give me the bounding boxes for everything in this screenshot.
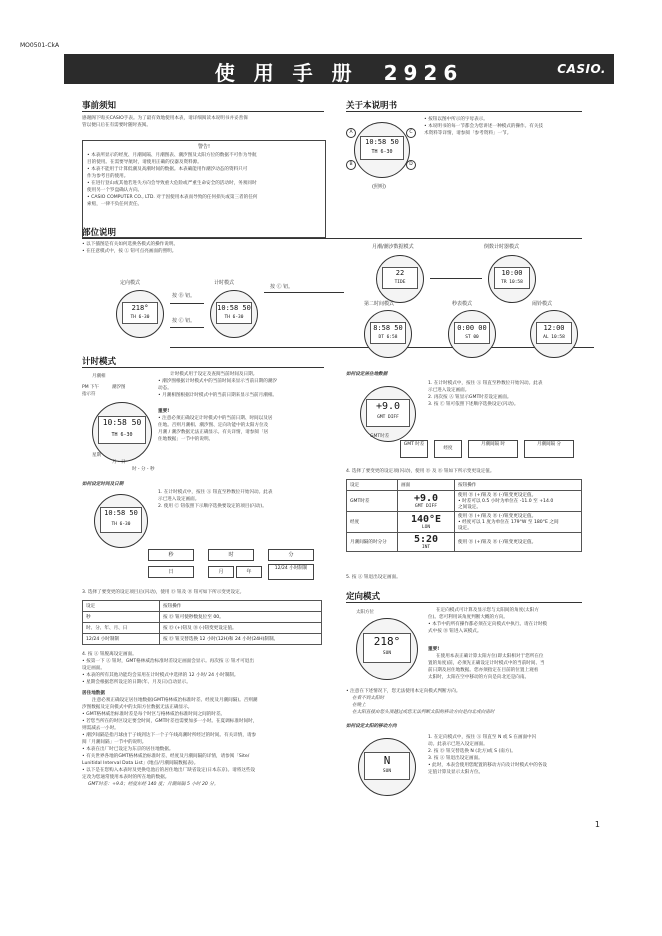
- watch-tide-mode: 22 TIDE: [372, 253, 428, 305]
- arrow: [170, 327, 204, 328]
- mode-label-compass: 定向模式: [120, 280, 141, 286]
- mode-label-tide: 月潮/潮汐数据模式: [372, 244, 414, 250]
- seq-gmt: GMT 时差: [400, 440, 428, 458]
- section-title-timekeeping: 计时模式: [82, 357, 117, 367]
- seq-seconds: 秒: [148, 549, 194, 561]
- page-title: 使 用 手 册 2926: [214, 61, 464, 85]
- seq-interval-minute: 月潮间隔 分: [524, 440, 574, 458]
- watch-compass-mode: 218° TH 6-30: [112, 288, 168, 340]
- title-banner: [64, 54, 614, 84]
- seq-day: 日: [148, 566, 194, 578]
- seq-longitude: 经度: [434, 440, 462, 458]
- step5-home: 5. 按 Ⓐ 钮退出设定画面。: [346, 575, 401, 580]
- mode-label-timekeeping: 计时模式: [214, 280, 235, 286]
- step3-time: 3. 选择了要变更的设定项目后(闪动)，使用 Ⓓ 钮及 Ⓑ 钮可如下所示变更设定。: [82, 590, 245, 595]
- mode-label-alarm: 闹铃模式: [532, 301, 553, 307]
- warning-title: 警告!: [197, 144, 210, 150]
- time-setting-table: 设定 按钮操作 秒 按 Ⓓ 钮可使秒数复位至 00。 时、分、年、月、日 按 Ⓓ (+)钮及 Ⓑ (-)钮变更设定值。 12/24 小时制制 按 Ⓓ 钮交替选换 12 小时(12H)和 24 小时(24H)制制。: [82, 600, 322, 645]
- label-press-c: 按 Ⓒ 钮。: [172, 318, 196, 324]
- seq-minute: 分: [268, 549, 314, 561]
- timekeeping-important: 重要! • 注意必须正确设定计时模式中的当前日期、时间以及居 住地。否则月潮相、潮汐图、定向功能中的太阳方位及 月潮 / 潮汐数据无法正确显示。有关详情，请参阅「居 住地数据」一节中的说明。: [158, 409, 273, 442]
- step4-home: 4. 选择了要变更的设定项(闪动)，使用 Ⓓ 及 Ⓑ 钮如下所示变更设定值。: [346, 469, 495, 474]
- watch-stopwatch-mode: 0:00 00 ST 00: [444, 308, 500, 360]
- watch-compass: 218° SUN: [346, 614, 426, 684]
- time-after-text: 4. 按 Ⓐ 钮脱离设定画面。 • 按第一下 Ⓐ 钮时，GMT格林威治标准时差设定画面会显示。再次按 Ⓐ 钮才可退出 设定画面。 • 本表的所有其他功能均会采用在计时模式中选择的 12 小时/ 24 小时制制。 • 星期会根据您所设定的日期(年、月及日)自动显示。: [82, 652, 254, 685]
- section-title-about: 关于本说明书: [346, 101, 398, 111]
- seq-hour: 时: [208, 549, 254, 561]
- howto-title-home: 如何设定居住地数据: [346, 372, 388, 377]
- section-rule: [82, 238, 582, 239]
- label-sun-bearing: 太阳方位: [356, 610, 374, 615]
- arrow: [170, 303, 204, 304]
- howto-title-time: 如何设定时间及日期: [82, 482, 124, 487]
- section-rule: [346, 602, 582, 603]
- watch-timekeeping: 10:58 50 TH 6-30: [84, 398, 158, 466]
- label-press-b: 按 Ⓑ 钮。: [172, 293, 196, 299]
- section-title-compass: 定向模式: [346, 592, 381, 602]
- label-moon-phase: 月潮相: [92, 374, 106, 379]
- home-data-text: 居住地数据 注意必须正确设定居住地数据(GMT格林威治标准时差、经度及月潮间隔)。否则潮 汐图数据及定向模式中的太阳方位数据无法正确显示。 • GMT格林威治标准时差是每个时区与格林威治标准时间之间的时差。 • 若您当所在的时区设定要全时间，GMT时差也需要加多一小时。在夏调标准时间时， 则需减去一小时。 • 潮汐间隔是指月球由于子线到达下一个子午线高潮时所经过的时间。有关详情，请参 阅「月潮间隔」一节中的说明。 • 本表在出厂时已设定为东京的居住地数据。 • 有关世界各地的GMT格林威治标准时差、经度及月潮间隔的详情，请参阅「Site/ Lunitidal Interval Data List」(地点/月潮间隔数据表)。 • 以下是在您购入本表时及更换电池后的居住地出厂缺省设定(日本东京)。请将这些设 定改为您通常使用本表时的所在地的数据。 GMT时差：+9.0；经度东经 140 度；月潮间隔 5 小时 20 分。: [82, 691, 258, 787]
- label-gmt: GMT时差: [370, 434, 390, 439]
- parts-text: • 以下插图是有关如何选换各模式的操作说明。 • 在任意模式中，按 Ⓛ 钮可点亮画面的照明。: [82, 242, 179, 254]
- watch-alarm-mode: 12:00 AL 10:58: [526, 308, 582, 360]
- compass-notes: • 注意在下述情况下，您无法使用本定向模式判断方向。 在看不到太阳时 在晚上 在太阳直接由您头顶越过或您无法判断太阳的移动方向是向北或向南时: [346, 689, 495, 715]
- label-tide-graph: 潮汐图: [112, 385, 126, 390]
- page-number: 1: [594, 820, 600, 829]
- howto-sun-text: 1. 在定向模式中，按住 Ⓐ 钮直至 N 或 S 在画面中闪 动。此表示已进入设定画面。 2. 按 Ⓓ 钮交替选换 N (北方)或 S (南方)。 3. 按 Ⓐ 钮退出设定画面。 • 此时，本表会使用您配置的移动方向及计时模式中的各设 定值计算及显示太阳方位。: [428, 735, 548, 775]
- label-hms: 时 - 分 - 秒: [132, 467, 155, 472]
- label-indicator: 指示符: [82, 392, 96, 397]
- timekeeping-text: 计时模式用于设定及查阅当前时间及日期。 • 潮汐图根据计时模式中的当前时间来显示当前日期的潮汐 动态。 • 月潮相图根据计时模式中的当前日期来显示当前月潮相。: [158, 372, 278, 398]
- compass-important: 重要! 在使用本表正确计算太阳方位(即太阳相对于您所在位 置的角度)前，必须先正确设定计时模式中的当前时间、当 前日期及居住地数据。您亦须指定在目前的位置上观看 太阳时，太阳在空中移动的方向是向北还是向南。: [428, 647, 545, 680]
- mode-label-stopwatch: 秒表模式: [452, 301, 473, 307]
- watch-countdown-mode: 10:00 TR 10:58: [484, 253, 540, 305]
- section-title-parts: 部位说明: [82, 228, 117, 238]
- seq-1224: 12/24 小时制制: [268, 564, 314, 580]
- watch-home-setting: +9.0 GMT DIFF: [350, 382, 426, 444]
- document-code: MO0501-CkA: [20, 42, 60, 49]
- watch-time-setting: 10:58 50 TH 6-30: [86, 490, 154, 550]
- seq-year: 年: [236, 566, 262, 578]
- mode-label-dual: 第二时间模式: [364, 301, 395, 307]
- arrow: [264, 292, 344, 293]
- about-caption: (照明): [372, 184, 386, 190]
- arrow: [430, 278, 482, 279]
- label-press-c2: 按 Ⓒ 钮。: [270, 284, 294, 290]
- label-weekday: 星期: [92, 453, 101, 458]
- watch-illustration-about: 10:58 50 TH 6-30 A C B D: [346, 118, 416, 182]
- watch-dual-mode: 8:58 50 DT 6:58: [360, 308, 416, 360]
- label-pm: PM 下午: [82, 385, 100, 390]
- casio-logo: CASIO.: [557, 62, 606, 76]
- section-rule: [82, 367, 324, 368]
- compass-text: 在定向模式可计算及显示您与太阳间的角度(太阳方 位)。您可利用该角度判断大概的方向。 • 本节中的所有操作都必须在定向模式中执行。请在计时模 式中按 Ⓑ 钮进入该模式。: [428, 608, 548, 634]
- home-setting-text: 1. 在计时模式中，按住 Ⓐ 钮直至秒数位开始闪动。此表 示已进入设定画面。 2. 再次按 Ⓐ 钮显示GMT时差设定画面。 3. 按 Ⓒ 钮可依照下述顺序选换设定(闪动)。: [428, 381, 543, 407]
- seq-month: 月: [208, 566, 234, 578]
- mode-label-countdown: 倒数计时器模式: [484, 244, 520, 250]
- watch-sun-direction: N SUN: [348, 734, 424, 798]
- warning-text: • 本表所显示的经度、月潮间隔、月潮图表、潮汐图及太阳方位的数据不可作为导航 目的使用。在需要导航时，请使用正确的仪器及资料源。 • 本表不能用于计算低潮及高潮时间的数据。本表确能用作潮汐动态的资料只可 作为参考目的使用。 • 在进行登山或其他若进失方向会导致重大危险或严重生命安全的活动时，务须同时 使用另一个罗盘确认方向。 • CASIO COMPUTER CO., LTD. 对于因使用本表而导致的任何损失或第三者的任何 索赔，一律不负任何责任。: [87, 153, 258, 207]
- howto-time-text: 1. 在计时模式中，按住 Ⓐ 钮直至秒数位开始闪动。此表 示已进入设定画面。 2. 使用 Ⓒ 钮依照下示顺序选换要设定的项目(闪动)。: [158, 490, 273, 509]
- watch-time-mode: 10:58 50 TH 6-30: [206, 288, 262, 340]
- warning-box: [82, 140, 326, 238]
- notice-intro: 感谢阁下购买CASIO手表。为了最有效地使用本表，请详细阅读本说明书并妥善保 管以便日后在有需要时随时查阅。: [82, 116, 248, 128]
- home-setting-table: 设定 画面 按钮操作 GMT时差 +9.0 GMT DIFF 使用 Ⓓ (+)钮及 Ⓑ (-)钮变更设定值。 • 时差可以 0.5 小时为单位在 -11.0 至 +14.0 之间设定。 经度 140°E LON 使用 Ⓓ (+)钮及 Ⓑ (-)钮变更设定值。 • 经度可以 1 度为单位在 179°W 至 180°E 之间 设定。 月潮间隔的时分分 5:20 INT 使用 Ⓓ (+)钮及 Ⓑ (-)钮变更设定值。: [346, 479, 582, 552]
- about-text: • 按钮以图中所示的字母表示。 • 本说明书的每一节都会为您讲述一种模式的操作。有关技 术资料等详情，请参阅「参考资料」一节。: [424, 117, 544, 136]
- label-month-day: 月 - 日: [112, 460, 126, 465]
- section-rule: [82, 111, 324, 112]
- seq-interval-hour: 月潮间隔 时: [468, 440, 518, 458]
- section-title-notice: 事前须知: [82, 101, 117, 111]
- howto-title-sun: 如何设定太阳的移动方向: [346, 724, 397, 729]
- section-rule: [346, 111, 582, 112]
